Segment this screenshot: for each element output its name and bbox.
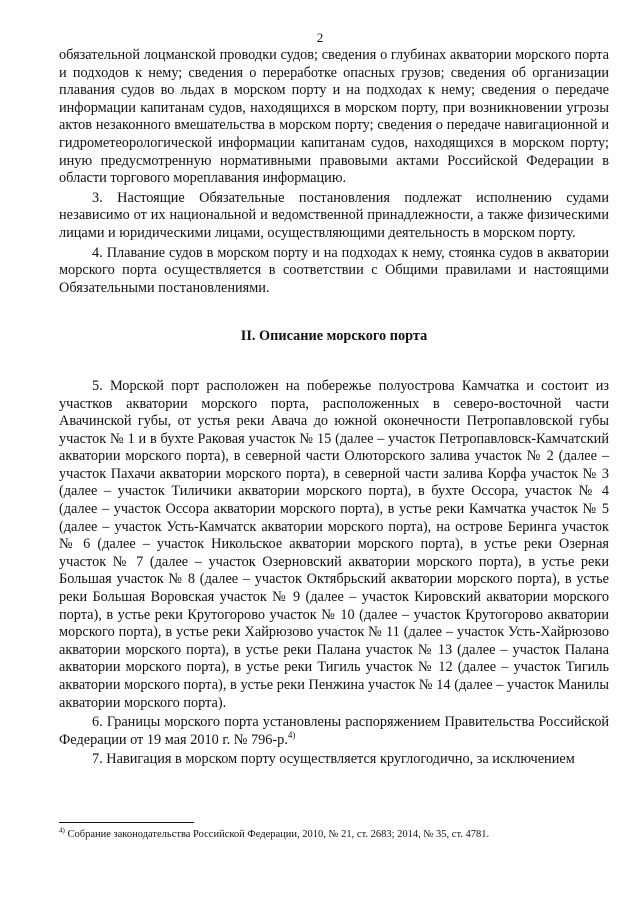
page-number: 2 bbox=[316, 30, 324, 45]
footnote-reference[interactable]: 4) bbox=[287, 730, 296, 741]
paragraph-4: 4. Плавание судов в морском порту и на подходах к нему, стоянка судов в акватории морского порта осуществляется в соответствии с Общими правилами и настоящими Обязательными постановлениями. bbox=[59, 244, 609, 296]
section-heading: II. Описание морского порта bbox=[240, 328, 428, 345]
paragraph-3: 3. Настоящие Обязательные постановления подлежат исполнению судами независимо от их национальной и ведомственной принадлежности, а также физическими лицами и юридическими лицами, осуществляющими деятельность в морском порту. bbox=[59, 189, 609, 241]
footnote-text: Собрание законодательства Российской Федерации, 2010, № 21, ст. 2683; 2014, № 35, ст. 4781. bbox=[67, 829, 490, 840]
paragraph-5: 5. Морской порт расположен на побережье полуострова Камчатка и состоит из участков акватории морского порта, расположенных в северо-восточной части Авачинской губы, от устья реки Авача до южной оконечности Петропавловской губы участок № 1 и в бухте Раковая участок № 15 (далее – участок Петропавловск-Камчатский акватории морского порта), в северной части Олюторского залива участок № 2 (далее – участок Пахачи акватории морского порта), в северной части залива Корфа участок № 3 (далее – участок Тиличики акватории морского порта), в бухте Оссора, участок № 4 (далее – участок Оссора акватории морского порта), в устье реки Камчатка участок № 5 (далее – участок Усть-Камчатск акватории морского порта), на острове Беринга участок № 6 (далее – участок Никольское акватории морского порта), в устье реки Озерная участок № 7 (далее – участок Озерновский акватории морского порта), в устье реки Большая участок № 8 (далее – участок Октябрьский акватории морского порта), в устье реки Большая Воровская участок № 9 (далее – участок Кировский акватории морского порта), в устье реки Крутогорово участок № 10 (далее – участок Крутогорово акватории морского порта), в устье реки Хайрюзово участок № 11 (далее – участок Усть-Хайрюзово акватории морского порта), в устье реки Палана участок № 13 (далее – участок Палана акватории морского порта), в устье реки Тигиль участок № 12 (далее – участок Тигиль акватории морского порта), в устье реки Пенжина участок № 14 (далее – участок Манилы акватории морского порта). bbox=[59, 377, 609, 711]
footnote-marker: 4) bbox=[59, 826, 65, 835]
footnote-divider bbox=[59, 822, 194, 823]
paragraph-continuation: обязательной лоцманской проводки судов; сведения о глубинах акватории морского порта и подходов к нему; сведения о переработке опасных грузов; сведения об организации плавания судов во льдах в морском порту и на подходах к нему; сведения о передаче информации капитанам судов, находящихся в морском порту, при возникновении угрозы актов незаконного вмешательства в морском порту; сведения о передаче навигационной и гидрометеорологической информации капитанам судов, находящихся в морском порту; иную предусмотренную нормативными правовыми актами Российской Федерации в области торгового мореплавания информацию. bbox=[59, 47, 609, 187]
document-body bbox=[59, 47, 609, 769]
paragraph-6 bbox=[59, 714, 609, 749]
footnote bbox=[59, 828, 619, 841]
paragraph-6-text: 6. Границы морского порта установлены распоряжением Правительства Российской Федерации от 19 мая 2010 г. № 796-р. bbox=[59, 714, 609, 748]
paragraph-7: 7. Навигация в морском порту осуществляется круглогодично, за исключением bbox=[92, 751, 575, 768]
